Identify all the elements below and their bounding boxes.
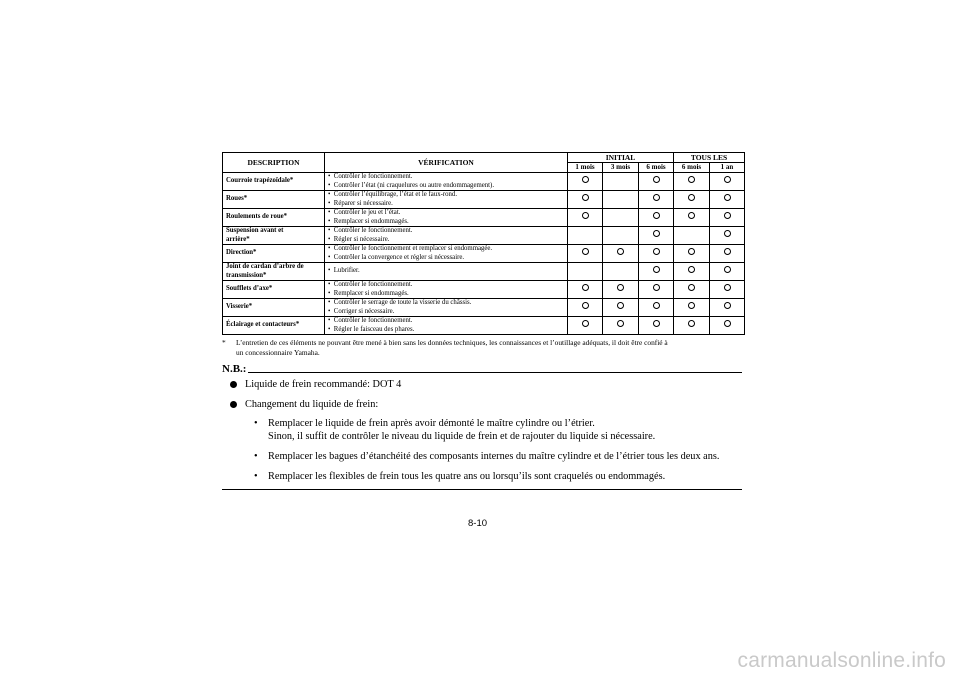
verification-line	[328, 173, 565, 182]
item-description-line: transmission*	[226, 271, 267, 279]
item-description-line: Direction*	[226, 249, 257, 257]
interval-cell	[674, 227, 710, 245]
verification-line	[328, 209, 565, 218]
interval-cell	[710, 191, 745, 209]
interval-cell	[568, 245, 603, 263]
interval-cell	[603, 281, 639, 299]
circle-mark-icon	[653, 302, 660, 309]
circle-mark-icon	[582, 212, 589, 219]
verification-text: Contrôler l’état (ni craquelures ou autre endommagement).	[333, 181, 495, 189]
circle-mark-icon	[653, 284, 660, 291]
sub-bullet: •	[254, 451, 258, 462]
circle-mark-icon	[688, 212, 695, 219]
verification-line	[328, 182, 565, 191]
item-description	[223, 173, 325, 191]
item-description-line: Courroie trapézoïdale*	[226, 177, 294, 185]
interval-cell	[710, 263, 745, 281]
verification-bullet: •	[328, 245, 334, 252]
circle-mark-icon	[724, 230, 731, 237]
item-description	[223, 281, 325, 299]
verification-text: Contrôler l’équilibrage, l’état et le faux-rond.	[333, 191, 458, 198]
item-verification	[325, 173, 568, 191]
circle-mark-icon	[688, 248, 695, 255]
interval-cell	[710, 209, 745, 227]
interval-cell	[603, 191, 639, 209]
circle-mark-icon	[688, 284, 695, 291]
nb-sub-text: Remplacer le liquide de frein après avoir démonté le maître cylindre ou l’étrier.	[268, 418, 595, 429]
interval-cell	[674, 281, 710, 299]
circle-mark-icon	[617, 320, 624, 327]
interval-cell	[603, 299, 639, 317]
table-row	[223, 281, 745, 299]
item-description-line: arrière*	[226, 235, 250, 243]
verification-bullet: •	[328, 181, 334, 189]
interval-cell	[710, 281, 745, 299]
item-description-line: Visserie*	[226, 303, 253, 311]
circle-mark-icon	[582, 248, 589, 255]
nb-sub-item	[254, 470, 742, 483]
nb-sub-item	[254, 450, 742, 463]
verification-line	[328, 218, 565, 227]
circle-mark-icon	[653, 212, 660, 219]
interval-cell	[568, 191, 603, 209]
circle-mark-icon	[582, 176, 589, 183]
circle-mark-icon	[688, 176, 695, 183]
interval-cell	[674, 173, 710, 191]
maintenance-page	[222, 152, 744, 490]
maintenance-table	[222, 152, 745, 335]
interval-cell	[674, 209, 710, 227]
page-number: 8-10	[468, 518, 488, 529]
verification-text: Contrôler le fonctionnement.	[333, 317, 413, 324]
footnote-star: *	[222, 338, 226, 347]
nb-bottom-rule	[222, 489, 742, 490]
verification-text: Contrôler le fonctionnement et remplacer si endommagée.	[333, 245, 493, 252]
interval-cell	[568, 317, 603, 335]
circle-mark-icon	[617, 284, 624, 291]
item-description	[223, 317, 325, 335]
item-description-line: Roulements de roue*	[226, 213, 288, 221]
header-period: 6 mois	[674, 163, 710, 173]
interval-cell	[639, 173, 674, 191]
verification-bullet: •	[328, 281, 334, 288]
table-row	[223, 299, 745, 317]
interval-cell	[568, 209, 603, 227]
verification-line	[328, 236, 565, 245]
nb-sub-item	[254, 417, 742, 443]
interval-cell	[603, 227, 639, 245]
bullet-dot-icon	[230, 381, 237, 388]
verification-bullet: •	[328, 191, 334, 198]
table-row	[223, 227, 745, 245]
item-verification	[325, 299, 568, 317]
sub-bullet: •	[254, 418, 258, 429]
verification-bullet: •	[328, 217, 334, 225]
interval-cell	[568, 299, 603, 317]
verification-bullet: •	[328, 267, 334, 275]
circle-mark-icon	[653, 176, 660, 183]
footnote-line: un concessionnaire Yamaha.	[236, 347, 320, 357]
item-description	[223, 209, 325, 227]
table-body	[223, 173, 745, 335]
verification-line	[328, 281, 565, 290]
item-description-line: Joint de cardan d’arbre de	[226, 263, 304, 270]
interval-cell	[710, 299, 745, 317]
table-row	[223, 263, 745, 281]
bullet-dot-icon	[230, 401, 237, 408]
item-verification	[325, 281, 568, 299]
watermark-text: carmanualsonline.info	[737, 649, 946, 672]
interval-cell	[639, 317, 674, 335]
sub-bullet: •	[254, 471, 258, 482]
header-tous-les: TOUS LES	[674, 153, 745, 163]
interval-cell	[674, 317, 710, 335]
table-row	[223, 209, 745, 227]
verification-line	[328, 290, 565, 299]
interval-cell	[639, 281, 674, 299]
verification-text: Contrôler le fonctionnement.	[333, 281, 413, 288]
interval-cell	[710, 227, 745, 245]
item-verification	[325, 245, 568, 263]
item-description	[223, 191, 325, 209]
nb-title: N.B.:	[222, 363, 247, 375]
verification-line	[328, 299, 565, 308]
circle-mark-icon	[688, 320, 695, 327]
item-description	[223, 245, 325, 263]
item-verification	[325, 209, 568, 227]
circle-mark-icon	[582, 320, 589, 327]
interval-cell	[674, 263, 710, 281]
verification-line	[328, 254, 565, 263]
nb-sub-text: Remplacer les bagues d’étanchéité des composants internes du maître cylindre et de l’étrier tous les deux ans.	[268, 451, 720, 462]
nb-sub-text: Sinon, il suffit de contrôler le niveau du liquide de frein et de rajouter du liquide si nécessaire.	[268, 431, 656, 442]
header-period: 1 mois	[568, 163, 603, 173]
circle-mark-icon	[688, 266, 695, 273]
item-description-line: Éclairage et contacteurs*	[226, 321, 300, 329]
nb-item-text: Changement du liquide de frein:	[245, 399, 379, 410]
circle-mark-icon	[653, 230, 660, 237]
circle-mark-icon	[653, 194, 660, 201]
header-description: DESCRIPTION	[223, 153, 325, 173]
interval-cell	[603, 245, 639, 263]
item-description-line: Suspension avant et	[226, 227, 284, 234]
nb-header	[222, 363, 742, 375]
interval-cell	[639, 209, 674, 227]
header-period: 1 an	[710, 163, 745, 173]
header-period: 3 mois	[603, 163, 639, 173]
verification-bullet: •	[328, 173, 334, 180]
verification-text: Régler le faisceau des phares.	[333, 325, 415, 333]
nb-sub-text: Remplacer les flexibles de frein tous les quatre ans ou lorsqu’ils sont craquelés ou endommagés.	[268, 471, 666, 482]
table-row	[223, 245, 745, 263]
interval-cell	[710, 317, 745, 335]
circle-mark-icon	[653, 266, 660, 273]
verification-line	[328, 308, 565, 317]
circle-mark-icon	[724, 212, 731, 219]
verification-line	[328, 245, 565, 254]
nb-sub-list	[254, 417, 742, 483]
circle-mark-icon	[724, 194, 731, 201]
verification-line	[328, 326, 565, 335]
nb-section	[222, 363, 742, 490]
footnote	[222, 338, 744, 357]
verification-text: Réparer si nécessaire.	[333, 199, 393, 207]
interval-cell	[568, 227, 603, 245]
interval-cell	[639, 191, 674, 209]
verification-text: Lubrifier.	[333, 267, 360, 275]
circle-mark-icon	[724, 284, 731, 291]
verification-text: Contrôler le jeu et l’état.	[333, 209, 401, 216]
verification-bullet: •	[328, 299, 334, 306]
interval-cell	[568, 173, 603, 191]
interval-cell	[603, 317, 639, 335]
verification-text: Régler si nécessaire.	[333, 235, 390, 243]
item-verification	[325, 263, 568, 281]
circle-mark-icon	[724, 266, 731, 273]
verification-bullet: •	[328, 307, 334, 315]
nb-item-text: Liquide de frein recommandé: DOT 4	[245, 379, 402, 390]
verification-bullet: •	[328, 253, 334, 261]
verification-text: Corriger si nécessaire.	[333, 307, 395, 315]
verification-line	[328, 200, 565, 209]
circle-mark-icon	[688, 302, 695, 309]
nb-item	[230, 378, 742, 391]
verification-line	[328, 191, 565, 200]
interval-cell	[710, 245, 745, 263]
verification-text: Remplacer si endommagés.	[333, 217, 409, 225]
circle-mark-icon	[724, 320, 731, 327]
verification-text: Contrôler le serrage de toute la visserie du châssis.	[333, 299, 472, 306]
interval-cell	[674, 245, 710, 263]
circle-mark-icon	[653, 320, 660, 327]
interval-cell	[639, 245, 674, 263]
interval-cell	[674, 191, 710, 209]
interval-cell	[603, 173, 639, 191]
footnote-line: L’entretien de ces éléments ne pouvant être mené à bien sans les données techniques, les connaissances et l’outillage adéquats, il doit être confié à	[236, 338, 668, 347]
interval-cell	[568, 263, 603, 281]
interval-cell	[639, 263, 674, 281]
circle-mark-icon	[582, 284, 589, 291]
verification-line	[328, 267, 565, 276]
nb-rule	[248, 372, 742, 373]
verification-bullet: •	[328, 227, 334, 234]
verification-bullet: •	[328, 325, 334, 333]
item-description	[223, 263, 325, 281]
interval-cell	[603, 209, 639, 227]
interval-cell	[710, 173, 745, 191]
item-description	[223, 227, 325, 245]
verification-line	[328, 317, 565, 326]
nb-item	[230, 398, 742, 411]
circle-mark-icon	[724, 248, 731, 255]
verification-text: Remplacer si endommagés.	[333, 289, 409, 297]
table-row	[223, 173, 745, 191]
header-period: 6 mois	[639, 163, 674, 173]
interval-cell	[568, 281, 603, 299]
interval-cell	[603, 263, 639, 281]
verification-bullet: •	[328, 199, 334, 207]
interval-cell	[674, 299, 710, 317]
circle-mark-icon	[582, 302, 589, 309]
item-verification	[325, 227, 568, 245]
circle-mark-icon	[724, 302, 731, 309]
item-verification	[325, 317, 568, 335]
circle-mark-icon	[724, 176, 731, 183]
verification-bullet: •	[328, 289, 334, 297]
interval-cell	[639, 227, 674, 245]
item-description-line: Soufflets d’axe*	[226, 285, 273, 293]
footnote-text	[236, 338, 668, 357]
verification-bullet: •	[328, 317, 334, 324]
item-verification	[325, 191, 568, 209]
verification-text: Contrôler le fonctionnement.	[333, 227, 413, 234]
verification-bullet: •	[328, 209, 334, 216]
item-description	[223, 299, 325, 317]
interval-cell	[639, 299, 674, 317]
verification-bullet: •	[328, 235, 334, 243]
circle-mark-icon	[653, 248, 660, 255]
verification-text: Contrôler la convergence et régler si nécessaire.	[333, 253, 465, 261]
table-row	[223, 317, 745, 335]
table-row	[223, 191, 745, 209]
item-description-line: Roues*	[226, 195, 248, 203]
circle-mark-icon	[688, 194, 695, 201]
header-initial: INITIAL	[568, 153, 674, 163]
circle-mark-icon	[582, 194, 589, 201]
verification-line	[328, 227, 565, 236]
nb-list	[222, 378, 742, 483]
verification-text: Contrôler le fonctionnement.	[333, 173, 413, 180]
circle-mark-icon	[617, 248, 624, 255]
header-verification: VÉRIFICATION	[325, 153, 568, 173]
circle-mark-icon	[617, 302, 624, 309]
